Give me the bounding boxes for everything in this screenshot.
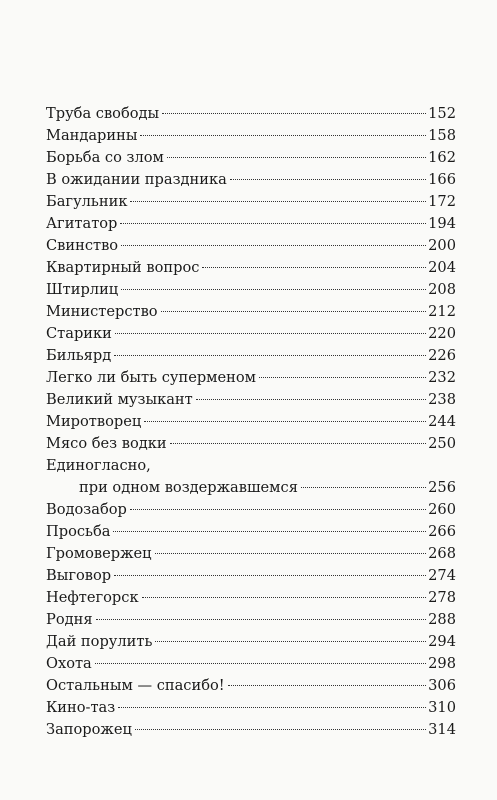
dot-leader	[202, 267, 426, 268]
dot-leader	[115, 333, 426, 334]
toc-entry	[46, 477, 456, 499]
table-of-contents	[46, 103, 456, 741]
toc-entry-page: 158	[428, 127, 456, 144]
dot-leader	[301, 487, 426, 488]
dot-leader	[140, 135, 426, 136]
toc-entry	[46, 235, 456, 257]
toc-entry-page: 306	[428, 677, 456, 694]
toc-entry-title: Родня	[46, 611, 93, 628]
dot-leader	[120, 223, 426, 224]
toc-entry-page: 314	[428, 721, 456, 738]
toc-entry	[46, 653, 456, 675]
toc-entry	[46, 191, 456, 213]
toc-entry	[46, 543, 456, 565]
dot-leader	[96, 619, 427, 620]
toc-entry-page: 200	[428, 237, 456, 254]
dot-leader	[196, 399, 426, 400]
toc-entry-page: 274	[428, 567, 456, 584]
toc-entry-title: В ожидании праздника	[46, 171, 227, 188]
toc-entry-page: 172	[428, 193, 456, 210]
toc-entry-title: Штирлиц	[46, 281, 119, 298]
toc-entry-title: Квартирный вопрос	[46, 259, 200, 276]
toc-entry	[46, 367, 456, 389]
toc-entry-page: 166	[428, 171, 456, 188]
dot-leader	[135, 729, 426, 730]
dot-leader	[162, 113, 426, 114]
dot-leader	[155, 641, 426, 642]
toc-entry-page: 194	[428, 215, 456, 232]
toc-entry	[46, 257, 456, 279]
toc-entry	[46, 389, 456, 411]
toc-entry	[46, 213, 456, 235]
toc-entry-title: Мясо без водки	[46, 435, 167, 452]
dot-leader	[161, 311, 427, 312]
toc-entry-page: 294	[428, 633, 456, 650]
dot-leader	[130, 509, 426, 510]
toc-entry	[46, 697, 456, 719]
toc-entry-title-line1: Единогласно,	[46, 457, 151, 474]
toc-entry	[46, 433, 456, 455]
dot-leader	[114, 575, 426, 576]
dot-leader	[144, 421, 426, 422]
toc-entry-page: 268	[428, 545, 456, 562]
toc-entry-title: Охота	[46, 655, 92, 672]
toc-entry-title: Водозабор	[46, 501, 127, 518]
toc-entry	[46, 169, 456, 191]
dot-leader	[230, 179, 426, 180]
toc-entry	[46, 719, 456, 741]
toc-entry-title: Громовержец	[46, 545, 152, 562]
toc-entry-page: 204	[428, 259, 456, 276]
toc-entry-page: 256	[428, 479, 456, 496]
toc-entry-title: Великий музыкант	[46, 391, 193, 408]
toc-entry	[46, 279, 456, 301]
dot-leader	[142, 597, 427, 598]
toc-entry-title: Запорожец	[46, 721, 132, 738]
toc-entry-page: 288	[428, 611, 456, 628]
toc-entry-title: Просьба	[46, 523, 111, 540]
toc-entry-title: Агитатор	[46, 215, 118, 232]
toc-entry	[46, 609, 456, 631]
dot-leader	[121, 289, 426, 290]
toc-entry-page: 208	[428, 281, 456, 298]
toc-entry	[46, 125, 456, 147]
toc-entry-page: 298	[428, 655, 456, 672]
dot-leader	[130, 201, 426, 202]
dot-leader	[155, 553, 427, 554]
toc-entry-title: Труба свободы	[46, 105, 160, 122]
dot-leader	[95, 663, 426, 664]
toc-entry-page: 266	[428, 523, 456, 540]
toc-entry	[46, 565, 456, 587]
toc-entry	[46, 587, 456, 609]
toc-entry	[46, 345, 456, 367]
dot-leader	[170, 443, 427, 444]
toc-entry	[46, 103, 456, 125]
toc-entry	[46, 301, 456, 323]
toc-entry-page: 310	[428, 699, 456, 716]
dot-leader	[121, 245, 426, 246]
toc-entry-title: Дай порулить	[46, 633, 153, 650]
dot-leader	[118, 707, 426, 708]
toc-entry-title: Кино-таз	[46, 699, 116, 716]
toc-entry-title: Багульник	[46, 193, 128, 210]
toc-entry-title: Остальным — спасибо!	[46, 677, 225, 694]
dot-leader	[114, 355, 426, 356]
toc-entry	[46, 521, 456, 543]
toc-entry-title: Мандарины	[46, 127, 138, 144]
toc-entry	[46, 499, 456, 521]
toc-entry	[46, 675, 456, 697]
toc-entry-title: Бильярд	[46, 347, 112, 364]
toc-entry-page: 162	[428, 149, 456, 166]
toc-entry	[46, 147, 456, 169]
toc-entry-page: 226	[428, 347, 456, 364]
toc-entry-title: Старики	[46, 325, 112, 342]
toc-entry-page: 232	[428, 369, 456, 386]
toc-entry-title: Министерство	[46, 303, 158, 320]
dot-leader	[259, 377, 426, 378]
toc-entry-title: Свинство	[46, 237, 119, 254]
toc-entry-title: Нефтегорск	[46, 589, 139, 606]
toc-entry	[46, 411, 456, 433]
toc-entry-title: Миротворец	[46, 413, 142, 430]
toc-entry	[46, 631, 456, 653]
toc-entry-page: 260	[428, 501, 456, 518]
toc-entry	[46, 323, 456, 345]
toc-entry-title: при одном воздержавшемся	[79, 479, 298, 496]
toc-entry-page: 220	[428, 325, 456, 342]
dot-leader	[228, 685, 427, 686]
toc-entry-title: Выговор	[46, 567, 112, 584]
toc-entry-page: 238	[428, 391, 456, 408]
toc-entry-page: 152	[428, 105, 456, 122]
dot-leader	[167, 157, 426, 158]
toc-entry-page: 244	[428, 413, 456, 430]
toc-entry-page: 250	[428, 435, 456, 452]
dot-leader	[113, 531, 426, 532]
toc-entry-title: Легко ли быть суперменом	[46, 369, 257, 386]
toc-entry-title: Борьба со злом	[46, 149, 164, 166]
toc-entry-page: 278	[428, 589, 456, 606]
toc-entry-page: 212	[428, 303, 456, 320]
